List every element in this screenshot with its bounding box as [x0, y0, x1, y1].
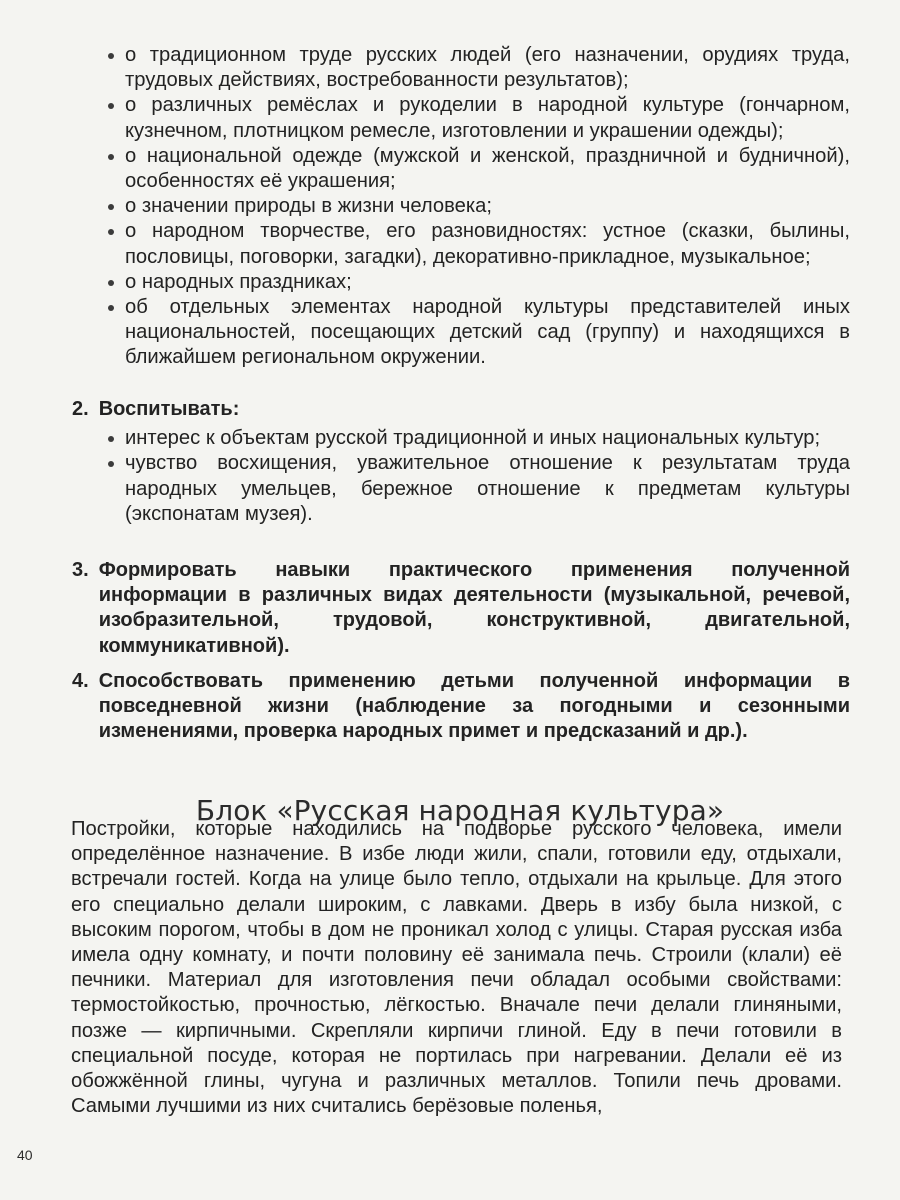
section-text: Формировать навыки практического применения полученной информации в различных видах деятельности (музыкальной, речевой, изобразительной, трудовой, конструктивной, двигательной, коммуникативной).: [98, 559, 850, 657]
bullet-item: об отдельных элементах народной культуры представителей иных национальностей, посещающих детский сад (группу) и находящихся в ближайшем региональном окружении.: [108, 295, 850, 371]
section-text: Способствовать применению детьми полученной информации в повседневной жизни (наблюдение за погодными и сезонными изменениями, проверка народных примет и предсказаний и др.).: [98, 670, 850, 743]
section-educate: [72, 397, 850, 527]
section-daily-life: [72, 669, 850, 745]
section-number: 3.: [72, 559, 89, 581]
educate-bullet-list: [108, 426, 850, 527]
block-heading: Блок «Русская народная культура»: [195, 794, 725, 828]
section-heading: [72, 669, 850, 745]
section-heading: [72, 397, 850, 422]
bullet-item: о народном творчестве, его разновидностях: устное (сказки, былины, пословицы, поговорки, загадки), декоративно-прикладное, музыкальное;: [108, 219, 850, 269]
bullet-item: о традиционном труде русских людей (его назначении, орудиях труда, трудовых действиях, востребованности результатов);: [108, 43, 850, 93]
bullet-item: о национальной одежде (мужской и женской, праздничной и будничной), особенностях её украшения;: [108, 144, 850, 194]
bullet-item: о различных ремёслах и рукоделии в народной культуре (гончарном, кузнечном, плотницком ремесле, изготовлении и украшении одежды);: [108, 93, 850, 143]
section-heading: [72, 558, 850, 659]
section-title: Воспитывать:: [98, 398, 240, 420]
bullet-item: чувство восхищения, уважительное отношение к результатам труда народных умельцев, бережное отношение к предметам культуры (экспонатам музея).: [108, 451, 850, 527]
section-number: 2.: [72, 398, 89, 420]
bullet-item: интерес к объектам русской традиционной и иных национальных культур;: [108, 426, 850, 451]
page-number: 40: [17, 1147, 33, 1163]
section-number: 4.: [72, 670, 89, 692]
bullet-item: о значении природы в жизни человека;: [108, 194, 850, 219]
bullet-item: о народных праздниках;: [108, 270, 850, 295]
knowledge-bullet-list: [108, 43, 850, 371]
body-paragraph: Постройки, которые находились на подворье русского человека, имели определённое назначение. В избе люди жили, спали, готовили еду, отдыхали, встречали гостей. Когда на улице было тепло, отдыхали на крыльце. Для этого его специально делали широким, с лавками. Дверь в избу была низкой, с высоким порогом, чтобы в дом не проникал холод с улицы. Старая русская изба имела одну комнату, и почти половину её занимала печь. Строили (клали) её печники. Материал для изготовления печи обладал особыми свойствами: термостойкостью, прочностью, лёгкостью. Вначале печи делали глиняными, позже — кирпичными. Скрепляли кирпичи глиной. Еду в печи готовили в специальной посуде, которая не портилась при нагревании. Делали её из обожжённой глины, чугуна и различных металлов. Топили печь дровами. Самыми лучшими из них считались берёзовые поленья,: [71, 818, 842, 1118]
section-practical-skills: [72, 558, 850, 659]
